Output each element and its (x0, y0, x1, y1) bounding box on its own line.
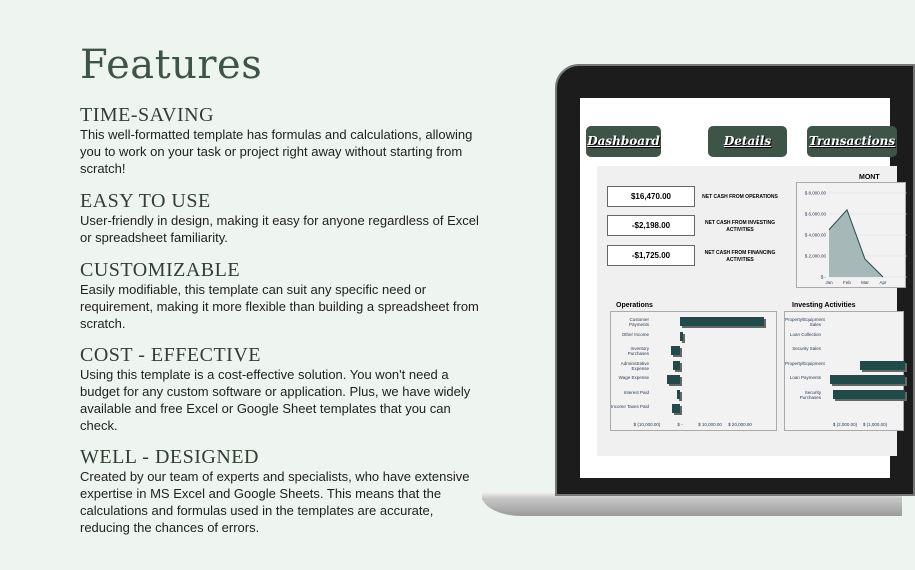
y-tick-label: $ 4,000.00 (804, 232, 826, 238)
feature-1 (80, 190, 480, 246)
bar (833, 390, 905, 399)
x-tick-label: Mar (861, 280, 869, 285)
y-tick-label: $ - (820, 274, 826, 280)
x-tick-label: $ (2,000.00) (832, 422, 858, 427)
category-label: Income Taxes Paid (611, 404, 649, 409)
laptop-screen (580, 98, 896, 478)
kpi-financing-label: NET CASH FROM FINANCING ACTIVITIES (704, 250, 776, 263)
details-tab[interactable]: Details (708, 126, 787, 157)
bar (860, 361, 905, 370)
bar (671, 346, 680, 355)
bar (667, 375, 681, 384)
x-tick-label: Apr (879, 280, 887, 285)
feature-heading: WELL - DESIGNED (80, 446, 259, 468)
feature-heading: EASY TO USE (80, 190, 211, 212)
category-label: Security Purchases (799, 389, 821, 400)
investing-chart (784, 311, 904, 431)
category-label: Property/Equipment (785, 360, 825, 366)
kpi-investing-label: NET CASH FROM INVESTING ACTIVITIES (704, 220, 775, 233)
feature-text: Using this template is a cost-effective solution. You won't need a budget for any custom software or application. Plus, we have widely available and free Excel or Google Sheet templates that you can check. (80, 367, 471, 433)
feature-text: This well-formatted template has formulas and calculations, allowing you to work on your task or project right away without starting from scratch! (80, 127, 473, 176)
operations-title: Operations (616, 302, 653, 309)
x-tick-label: $ 10,000.00 (698, 422, 722, 427)
category-label: Other Income (621, 331, 649, 337)
bar (677, 390, 680, 399)
feature-text: User-friendly in design, making it easy for anyone regardless of Excel or spreadsheet familiarity. (80, 213, 479, 245)
bar (680, 332, 683, 341)
transactions-tab[interactable]: Transactions (807, 126, 897, 157)
category-label: Security Sales (792, 346, 821, 351)
category-label: Administrative Expense (620, 360, 649, 371)
bar (673, 361, 681, 370)
feature-heading: CUSTOMIZABLE (80, 259, 241, 281)
x-tick-label: Jan (825, 280, 833, 285)
category-label: Loan Payments (789, 375, 821, 380)
dashboard-panel (597, 166, 897, 456)
feature-2 (80, 259, 480, 332)
x-tick-label: $ - (677, 422, 683, 427)
category-label: Wage Expense (618, 375, 649, 380)
x-tick-label: $ 20,000.00 (728, 422, 752, 427)
y-tick-label: $ 6,000.00 (804, 211, 826, 217)
page-title: Features (80, 42, 263, 88)
feature-heading: TIME-SAVING (80, 104, 215, 126)
x-tick-label: $ (10,000.00) (633, 422, 661, 427)
category-label: Interest Paid (623, 389, 649, 395)
y-tick-label: $ 2,000.00 (804, 253, 826, 259)
investing-title: Investing Activities (792, 302, 856, 309)
bar (680, 317, 764, 326)
category-label: Customer Payments (628, 317, 649, 327)
feature-text: Created by our team of experts and specialists, who have extensive expertise in MS Excel and Google Sheets. This means that the calculations and formulas used in the templates are accurate, reducing the chances of errors. (80, 469, 470, 535)
bar (672, 404, 680, 413)
kpi-operations-label: NET CASH FROM OPERATIONS (702, 194, 778, 200)
bar (830, 375, 905, 384)
feature-0 (80, 104, 480, 177)
monthly-chart-title: MONT (859, 174, 880, 181)
feature-3 (80, 344, 480, 434)
x-tick-label: $ (1,000.00) (862, 422, 888, 427)
feature-4 (80, 446, 480, 536)
category-label: Loan Collection (789, 331, 821, 337)
category-label: Property/Equipment Sales (785, 317, 825, 327)
kpi-financing-value: -$1,725.00 (607, 245, 695, 266)
x-tick-label: Feb (843, 280, 851, 285)
monthly-chart (796, 182, 906, 288)
category-label: Inventory Purchases (627, 346, 649, 356)
y-tick-label: $ 8,000.00 (804, 190, 826, 196)
feature-heading: COST - EFFECTIVE (80, 344, 261, 366)
kpi-operations-value: $16,470.00 (607, 186, 695, 207)
dashboard-tab[interactable]: Dashboard (586, 126, 661, 157)
monthly-area (829, 210, 883, 277)
operations-chart (610, 311, 777, 431)
feature-text: Easily modifiable, this template can suit any specific need or requirement, making it more flexible than building a spreadsheet from scratch. (80, 282, 479, 331)
kpi-investing-value: -$2,198.00 (607, 215, 695, 236)
